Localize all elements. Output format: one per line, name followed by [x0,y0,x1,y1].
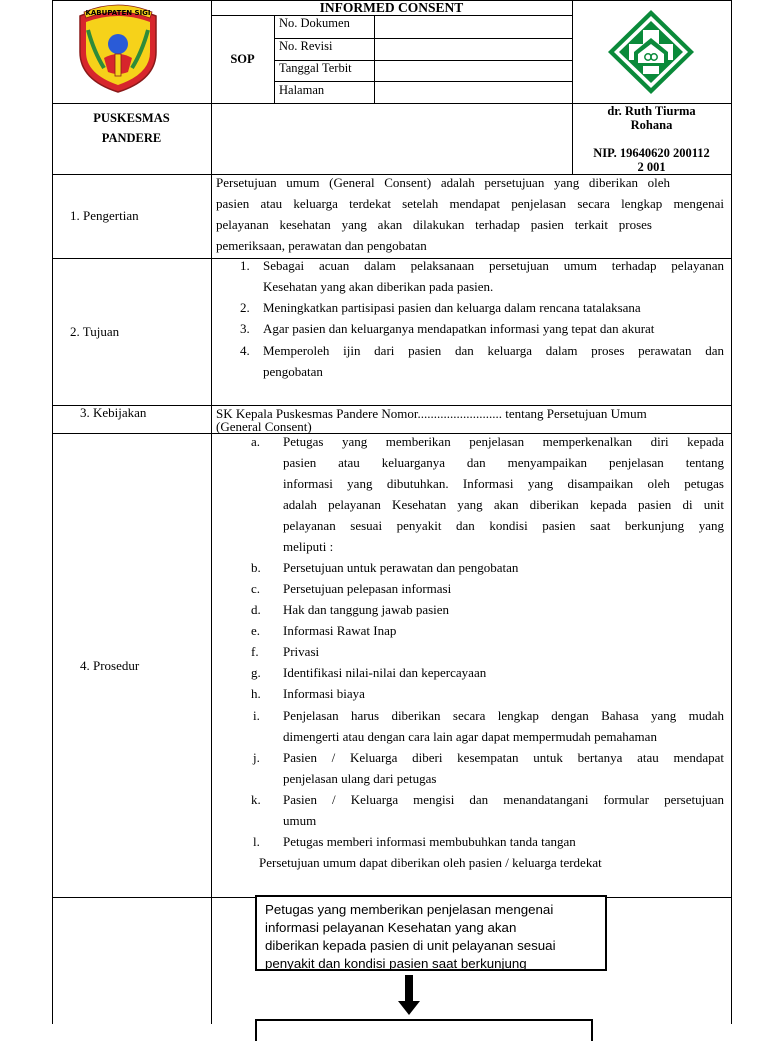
signer-nip-line2: 2 001 [637,160,666,174]
prosedur-a-line-6: meliputi : [283,539,334,554]
flowchart-down-arrow-icon [396,975,422,1017]
prosedur-a-line-1: Petugas yang memberikan penjelasan memperkenalkan diri kepada [283,434,724,449]
pengertian-line-1: Persetujuan umum (General Consent) adalah persetujuan yang diberikan oleh [216,175,670,190]
section-label-tujuan: 2. Tujuan [70,324,120,339]
puskesmas-cross-icon [604,8,698,96]
section-label-kebijakan: 3. Kebijakan [80,405,147,420]
tujuan-item-4-line-1: Memperoleh ijin dari pasien dan keluarga dalam proses perawatan dan [263,343,724,358]
meta-divider-2 [374,15,375,103]
title-underline [211,15,572,16]
pengertian-line-2: pasien atau keluarga terdekat setelah mendapat penjelasan secara lengkap mengenai [216,196,724,211]
flowchart-box-1-line-1: Petugas yang memberikan penjelasan mengenai [265,902,554,917]
tujuan-item-4-line-2: pengobatan [263,364,323,379]
prosedur-e-line-1: Informasi Rawat Inap [283,623,397,638]
prosedur-mark-i: i. [253,708,260,723]
pengertian-line-3: pelayanan kesehatan yang akan dilakukan terhadap pasien terkait proses [216,217,652,232]
prosedur-mark-k: k. [251,792,261,807]
prosedur-j-line-2: penjelasan ulang dari petugas [283,771,437,786]
institution-name-line1: PUSKESMAS [93,111,170,125]
tujuan-item-3-line-1: Agar pasien dan keluarganya mendapatkan informasi yang tepat dan akurat [263,321,655,336]
meta-label-no-dokumen: No. Dokumen [279,16,350,30]
signer-name-line1: dr. Ruth Tiurma [607,104,696,118]
prosedur-d-line-1: Hak dan tanggung jawab pasien [283,602,450,617]
kebijakan-line-2: (General Consent) [216,419,312,434]
tujuan-item-2-line-1: Meningkatkan partisipasi pasien dan keluarga dalam rencana tatalaksana [263,300,641,315]
meta-row-line-3 [274,81,572,82]
tujuan-num-2: 2. [240,300,250,315]
column-divider [211,0,212,1024]
kebijakan-line-1: SK Kepala Puskesmas Pandere Nomor.......................... tentang Persetujuan Umum [216,406,647,421]
prosedur-mark-e: e. [251,623,261,638]
regency-emblem-logo [74,2,162,94]
document-title: INFORMED CONSENT [319,0,464,15]
pengertian-line-4: pemeriksaan, perawatan dan pengobatan [216,238,427,253]
prosedur-i-line-2: dimengerti atau dengan cara lain agar dapat mempermudah pemahaman [283,729,657,744]
prosedur-mark-f: f. [251,644,259,659]
prosedur-c-line-1: Persetujuan pelepasan informasi [283,581,452,596]
prosedur-h-line-1: Informasi biaya [283,686,365,701]
meta-label-halaman: Halaman [279,83,325,97]
prosedur-mark-a: a. [251,434,261,449]
svg-text:KABUPATEN SIGI: KABUPATEN SIGI [85,9,151,17]
signer-nip-line1: NIP. 19640620 200112 [593,146,710,160]
prosedur-mark-c: c. [251,581,261,596]
prosedur-g-line-1: Identifikasi nilai-nilai dan kepercayaan [283,665,487,680]
tujuan-item-1-line-2: Kesehatan yang akan diberikan pada pasien. [263,279,494,294]
prosedur-mark-b: b. [251,560,261,575]
sop-label: SOP [230,52,255,66]
prosedur-b-line-1: Persetujuan untuk perawatan dan pengobatan [283,560,519,575]
tujuan-item-1-line-1: Sebagai acuan dalam pelaksanaan persetujuan umum terhadap pelayanan [263,258,724,273]
prosedur-mark-h: h. [251,686,261,701]
tujuan-num-1: 1. [240,258,250,273]
flowchart-box-1-line-2: informasi pelayanan Kesehatan yang akan [265,920,517,935]
flowchart-box-1-line-3: diberikan kepada pasien di unit pelayanan sesuai [265,938,556,953]
section-label-pengertian: 1. Pengertian [70,208,139,223]
prosedur-a-line-2: pasien atau keluarganya dan menyampaikan penjelasan tentang [283,455,724,470]
prosedur-closing-note: Persetujuan umum dapat diberikan oleh pasien / keluarga terdekat [259,855,602,870]
prosedur-j-line-1: Pasien / Keluarga diberi kesempatan untuk bertanya atau mendapat [283,750,724,765]
prosedur-mark-l: l. [253,834,260,849]
table-border-right [731,0,732,1024]
meta-label-no-revisi: No. Revisi [279,39,333,53]
tujuan-num-4: 4. [240,343,250,358]
flowchart-box-1-line-4: penyakit dan kondisi pasien saat berkunjung [265,956,527,971]
prosedur-mark-d: d. [251,602,261,617]
prosedur-k-line-1: Pasien / Keluarga mengisi dan menandatangani formular persetujuan [283,792,724,807]
meta-label-tanggal-terbit: Tanggal Terbit [279,61,352,75]
flowchart-box-1 [255,895,607,971]
flowchart-box-2 [255,1019,593,1041]
prosedur-a-line-4: adalah pelayanan Kesehatan yang akan diberikan kepada pasien di unit [283,497,724,512]
prosedur-mark-j: j. [253,750,260,765]
prosedur-k-line-2: umum [283,813,317,828]
tujuan-num-3: 3. [240,321,250,336]
prosedur-a-line-3: informasi yang dibutuhkan. Informasi yang disampaikan oleh petugas [283,476,724,491]
prosedur-i-line-1: Penjelasan harus diberikan secara lengkap dengan Bahasa yang mudah [283,708,724,723]
prosedur-a-line-5: pelayanan sesuai penyakit dan kondisi pasien saat berkunjung yang [283,518,724,533]
institution-name-line2: PANDERE [101,131,162,145]
table-border-left [52,0,53,1024]
section-label-prosedur: 4. Prosedur [80,658,140,673]
signer-name-line2: Rohana [630,118,673,132]
prosedur-mark-g: g. [251,665,261,680]
prosedur-l-line-1: Petugas memberi informasi membubuhkan tanda tangan [283,834,576,849]
prosedur-f-line-1: Privasi [283,644,320,659]
meta-divider-1 [274,15,275,103]
